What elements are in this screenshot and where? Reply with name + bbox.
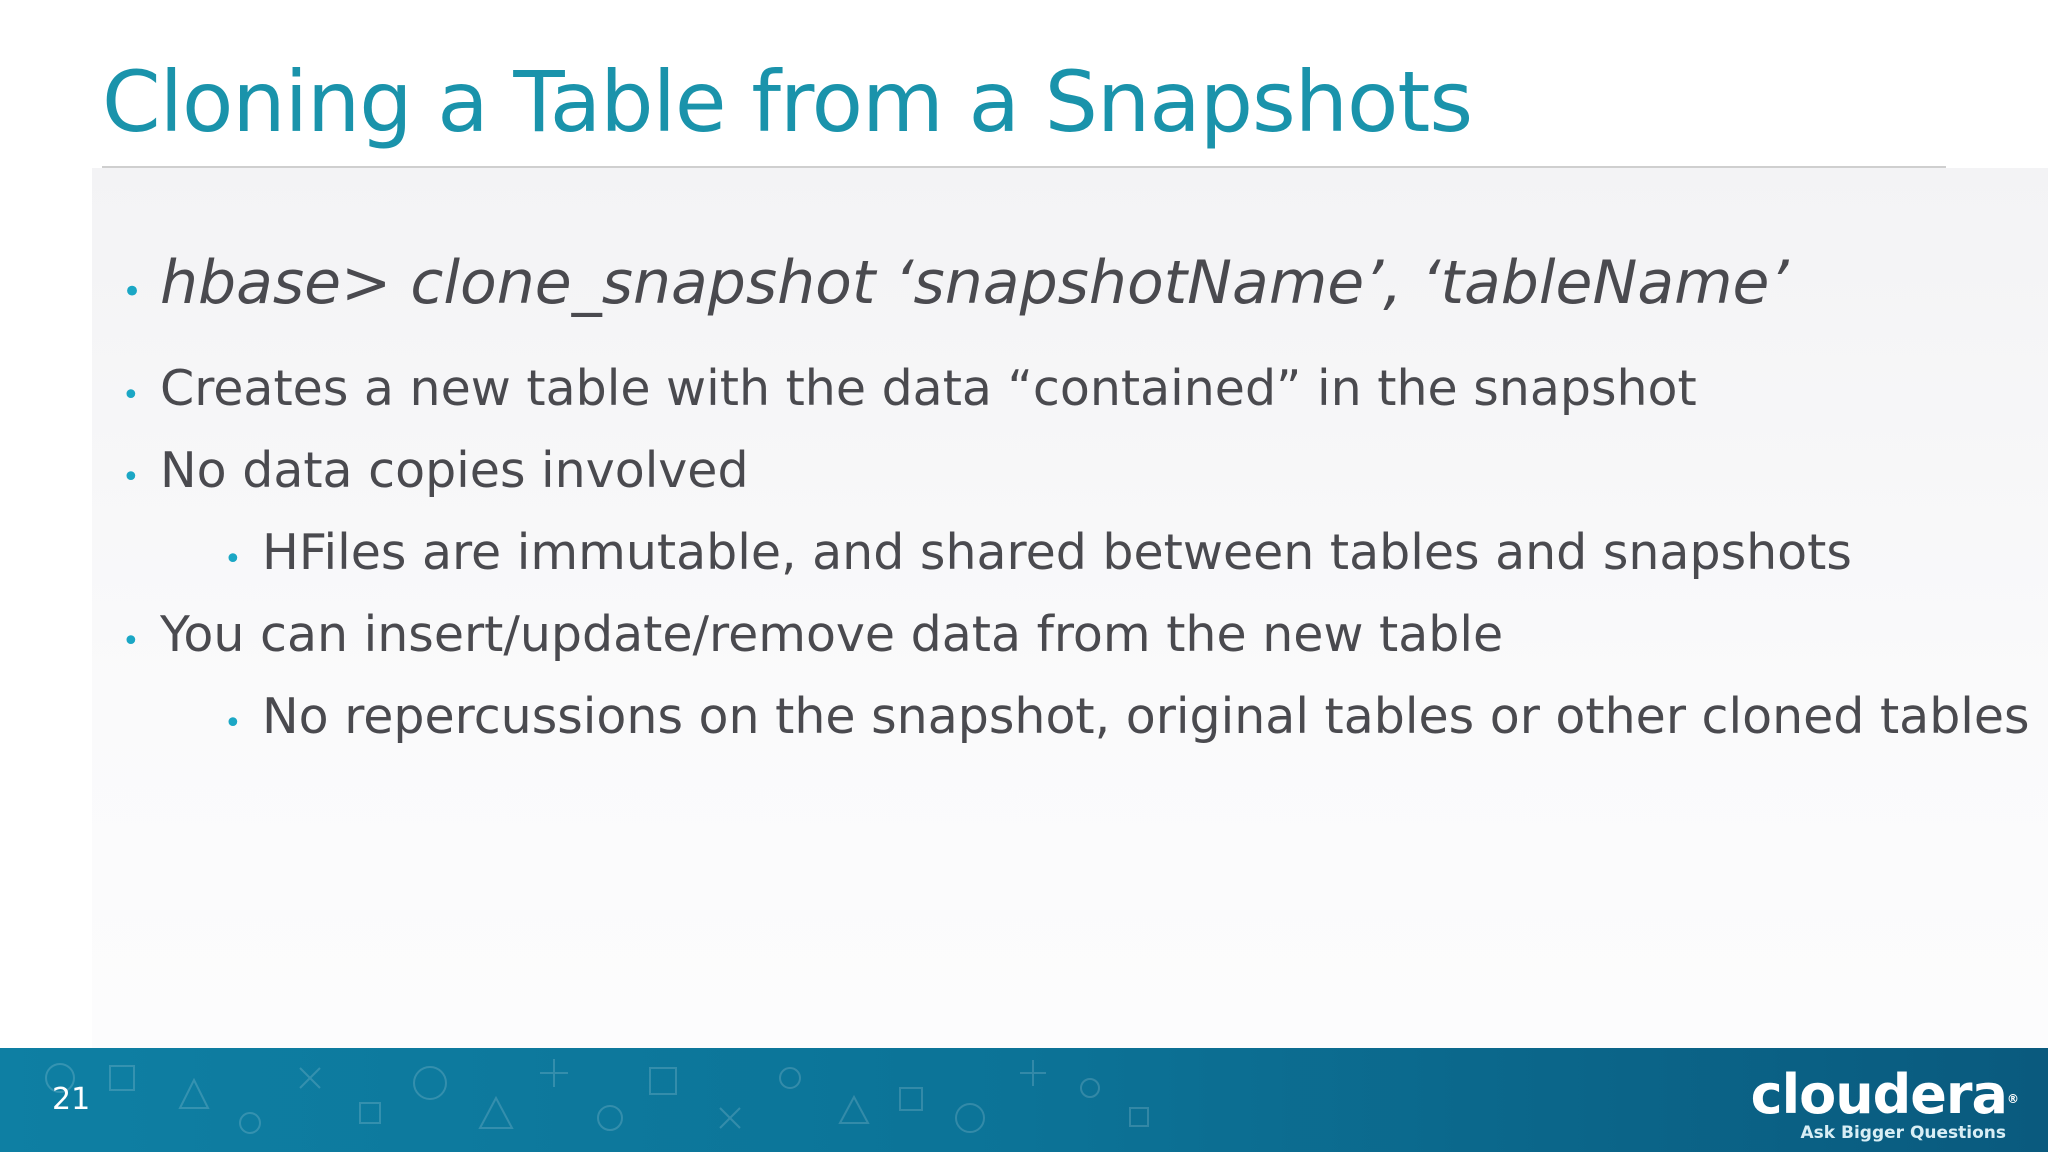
bullet-item xyxy=(122,442,749,499)
bullet-dot-icon: • xyxy=(122,272,143,312)
bullet-text: HFiles are immutable, and shared between tables and snapshots xyxy=(262,524,1852,581)
bullet-command xyxy=(122,248,1789,318)
cloudera-logo-icon xyxy=(1750,1063,2018,1144)
sub-bullet-item xyxy=(224,524,1852,581)
page-number: 21 xyxy=(52,1082,91,1117)
bullet-dot-icon: • xyxy=(224,542,242,577)
footer-bar xyxy=(0,1048,2048,1152)
slide-title: Cloning a Table from a Snapshots xyxy=(102,53,1473,151)
decorative-pattern-icon xyxy=(0,1048,1200,1152)
bullet-text: hbase> clone_snapshot ‘snapshotName’, ‘tableName’ xyxy=(160,248,1789,318)
bullet-dot-icon: • xyxy=(122,624,140,659)
bullet-item xyxy=(122,360,1697,417)
logo-text: cloudera xyxy=(1750,1063,2007,1126)
bullet-item xyxy=(122,606,1503,663)
registered-mark: ® xyxy=(2007,1092,2018,1106)
bullet-dot-icon: • xyxy=(122,378,140,413)
bullet-dot-icon: • xyxy=(224,706,242,741)
title-divider xyxy=(102,166,1946,168)
bullet-text: No data copies involved xyxy=(160,442,749,499)
bullet-text: No repercussions on the snapshot, original tables or other cloned tables xyxy=(262,688,2030,745)
sub-bullet-item xyxy=(224,688,2030,745)
bullet-dot-icon: • xyxy=(122,460,140,495)
bullet-text: Creates a new table with the data “contained” in the snapshot xyxy=(160,360,1697,417)
logo-tagline: Ask Bigger Questions xyxy=(1800,1123,2006,1143)
bullet-text: You can insert/update/remove data from the new table xyxy=(160,606,1504,663)
